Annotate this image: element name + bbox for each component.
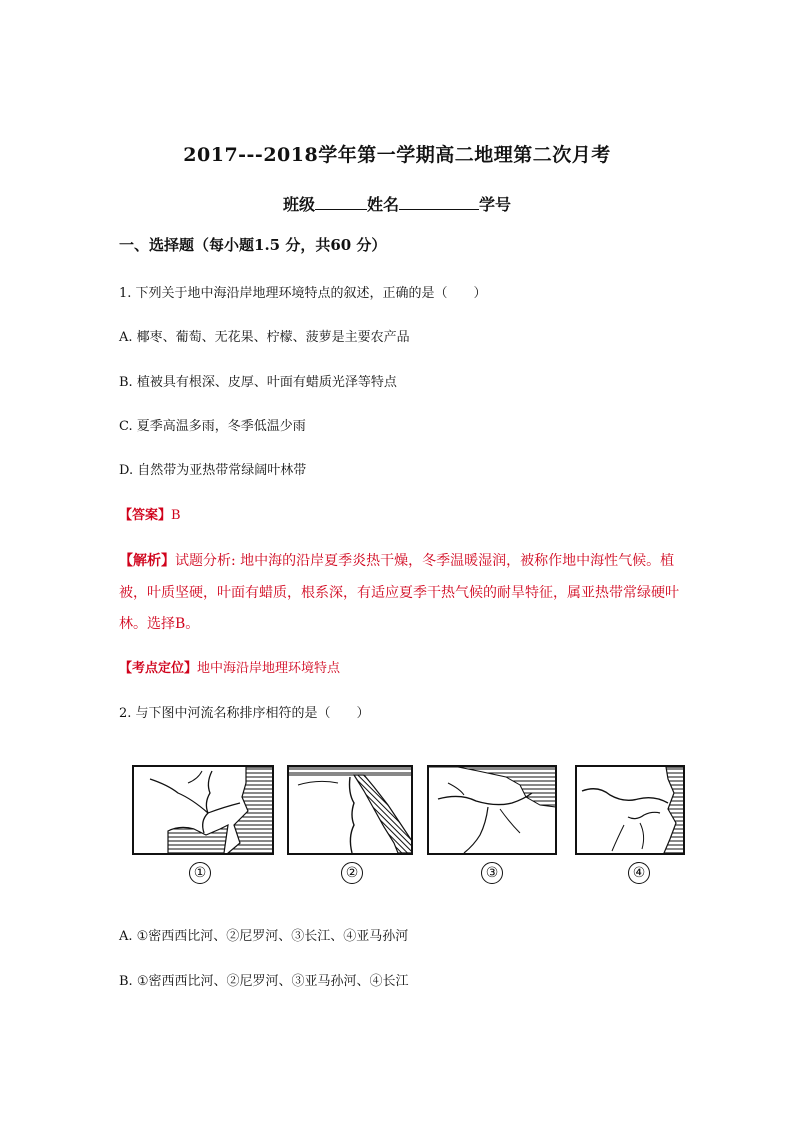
page-title: 2017---2018学年第一学期高二地理第二次月考 — [183, 144, 611, 166]
map-2-nile — [288, 766, 412, 854]
q1-option-d: D. 自然带为亚热带常绿阔叶林带 — [119, 463, 307, 478]
name-label: 姓名 — [366, 195, 399, 214]
point-value: 地中海沿岸地理环境特点 — [197, 661, 341, 676]
q2-stem: 2. 与下图中河流名称排序相符的是（ ） — [119, 706, 370, 721]
q1-stem: 1. 下列关于地中海沿岸地理环境特点的叙述，正确的是（ ） — [119, 286, 487, 301]
river-maps — [128, 763, 688, 858]
point-tag: 【考点定位】 — [119, 661, 198, 676]
answer-tag: 【答案】 — [119, 508, 172, 523]
map-label-2: ② — [341, 862, 363, 884]
river-maps-figure — [128, 763, 688, 881]
class-label: 班级 — [282, 195, 315, 214]
q2-option-b: B. ①密西西比河、②尼罗河、③亚马孙河、④长江 — [119, 974, 409, 989]
q1-point — [119, 661, 340, 677]
q2-option-a: A. ①密西西比河、②尼罗河、③长江、④亚马孙河 — [119, 929, 409, 944]
map-4-yangtze — [576, 766, 684, 854]
map-1-mississippi — [133, 766, 273, 854]
id-label: 学号 — [479, 195, 512, 214]
q1-analysis-line-1 — [119, 553, 674, 569]
map-label-4: ④ — [628, 862, 650, 884]
student-info-line — [0, 195, 794, 213]
analysis-tag: 【解析】 — [119, 553, 175, 569]
q1-option-b: B. 植被具有根深、皮厚、叶面有蜡质光泽等特点 — [119, 375, 397, 390]
q1-option-a: A. 椰枣、葡萄、无花果、柠檬、菠萝是主要农产品 — [119, 330, 410, 345]
map-label-1: ① — [189, 862, 211, 884]
map-label-3: ③ — [481, 862, 503, 884]
section-heading: 一、选择题（每小题1.5 分，共60 分） — [119, 236, 387, 254]
q1-analysis-line-2: 被，叶质坚硬，叶面有蜡质，根系深，有适应夏季干热气候的耐旱特征，属亚热带常绿硬叶 — [119, 585, 679, 601]
q1-analysis-line-3: 林。选择B。 — [119, 616, 200, 632]
answer-value: B — [171, 508, 181, 523]
class-blank[interactable] — [315, 195, 367, 210]
analysis-text-1: 试题分析: 地中海的沿岸夏季炎热干燥，冬季温暖湿润，被称作地中海性气候。植 — [175, 553, 675, 569]
name-blank[interactable] — [399, 195, 479, 210]
q1-option-c: C. 夏季高温多雨，冬季低温少雨 — [119, 419, 306, 434]
map-3-amazon — [428, 766, 556, 854]
q1-answer — [119, 508, 181, 524]
